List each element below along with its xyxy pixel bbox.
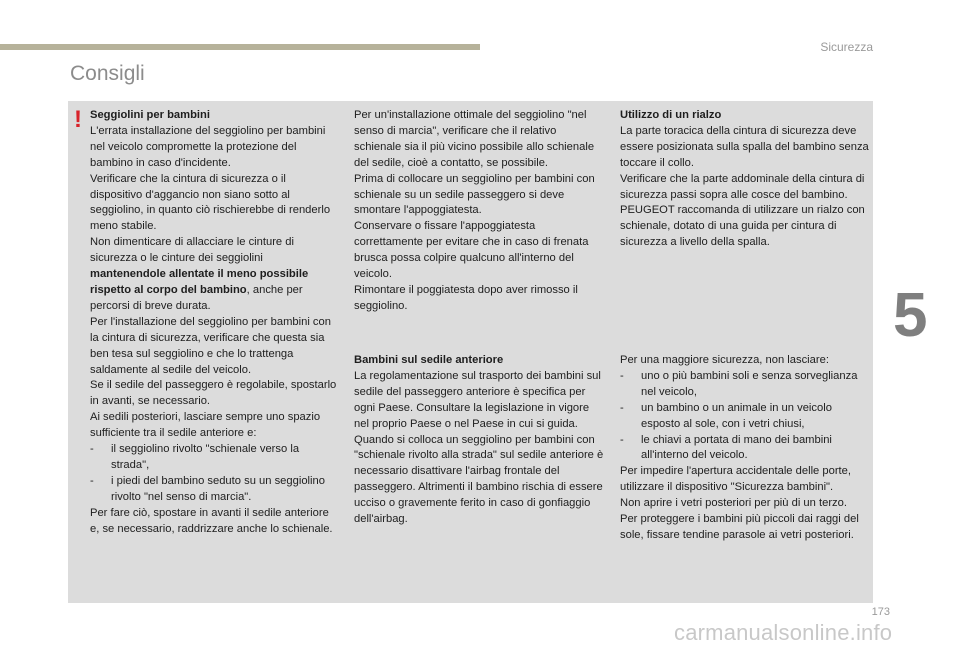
- section-label: Sicurezza: [820, 40, 873, 54]
- paragraph: Per l'installazione del seggiolino per bambini con la cintura di sicurezza, verificare che questa sia ben tesa sul seggiolino e che lo trattenga saldamente al sedile del veicolo.: [90, 315, 331, 376]
- chapter-number: 5: [893, 281, 928, 350]
- bullet-list: [90, 442, 340, 506]
- list-item: - il seggiolino rivolto "schienale verso la strada",: [90, 442, 340, 474]
- exclamation-icon: !: [74, 106, 82, 133]
- paragraph: L'errata installazione del seggiolino per bambini nel veicolo compromette la protezione del bambino in caso d'incidente.: [90, 124, 326, 169]
- paragraph: [90, 235, 340, 315]
- paragraph: PEUGEOT raccomanda di utilizzare un rialzo con schienale, dotato di una guida per cintura di sicurezza a livello della spalla.: [620, 204, 865, 249]
- front-seat-column: [354, 353, 604, 528]
- booster-heading: Utilizzo di un rialzo: [620, 109, 722, 121]
- paragraph: Conservare o fissare l'appoggiatesta correttamente per evitare che in caso di frenata brusca possa colpire qualcuno all'interno del veicolo.: [354, 220, 589, 281]
- paragraph: Per impedire l'apertura accidentale delle porte, utilizzare il dispositivo "Sicurezza bambini".: [620, 465, 851, 494]
- paragraph: Prima di collocare un seggiolino per bambini con schienale su un sedile passeggero si deve smontare l'appoggiatesta.: [354, 172, 595, 217]
- paragraph: Per un'installazione ottimale del seggiolino "nel senso di marcia", verificare che il relativo schienale sia il più vicino possibile allo schienale del sedile, cioè a contatto, se possibile.: [354, 109, 595, 169]
- paragraph: Se il sedile del passeggero è regolabile, spostarlo in avanti, se necessario.: [90, 379, 337, 408]
- paragraph: Ai sedili posteriori, lasciare sempre uno spazio sufficiente tra il sedile anteriore e:: [90, 411, 321, 440]
- list-item: - un bambino o un animale in un veicolo esposto al sole, con i vetri chiusi,: [620, 401, 870, 433]
- text-run: Non dimenticare di allacciare le cinture di sicurezza o le cinture dei seggiolini: [90, 236, 294, 265]
- paragraph: Verificare che la cintura di sicurezza o il dispositivo d'aggancio non siano sotto al seggiolino, in quanto ciò rischierebbe di renderlo meno stabile.: [90, 172, 331, 233]
- paragraph: Verificare che la parte addominale della cintura di sicurezza passi sopra alle cosce del bambino.: [620, 172, 865, 201]
- page-title: Consigli: [70, 62, 145, 85]
- bullet-list: [620, 369, 870, 464]
- child-seats-column: [90, 108, 340, 537]
- paragraph: La parte toracica della cintura di sicurezza deve essere posizionata sulla spalla del bambino senza toccare il collo.: [620, 124, 869, 169]
- extra-safety-column: [620, 353, 870, 544]
- list-item: - le chiavi a portata di mano dei bambini all'interno del veicolo.: [620, 433, 870, 465]
- paragraph: Quando si colloca un seggiolino per bambini con "schienale rivolto alla strada" sul sedile anteriore è necessario disattivare l'airbag frontale del passeggero. Altrimenti il bambino rischia di essere ucciso o gravemente ferito in caso di gonfiaggio dell'airbag.: [354, 433, 604, 526]
- paragraph: Non aprire i vetri posteriori per più di un terzo.: [620, 497, 847, 510]
- paragraph: Rimontare il poggiatesta dopo aver rimosso il seggiolino.: [354, 283, 578, 312]
- header-bar: [0, 44, 480, 50]
- paragraph: Per una maggiore sicurezza, non lasciare:: [620, 354, 829, 366]
- list-item: - uno o più bambini soli e senza sorveglianza nel veicolo,: [620, 369, 870, 401]
- page-number: 173: [871, 606, 890, 618]
- paragraph: Per proteggere i bambini più piccoli dai raggi del sole, fissare tendine parasole ai vetri posteriori.: [620, 513, 859, 541]
- headrest-column: [354, 108, 604, 315]
- paragraph: La regolamentazione sul trasporto dei bambini sul sedile del passeggero anteriore è specifica per ogni Paese. Consultare la legislazione in vigore nel proprio Paese o nel Paese in cui si guida.: [354, 369, 601, 430]
- emphasis-text: mantenendole allentate il meno possibile rispetto al corpo del bambino: [90, 268, 309, 296]
- front-seat-heading: Bambini sul sedile anteriore: [354, 354, 504, 366]
- watermark: carmanualsonline.info: [674, 620, 893, 645]
- list-item: - i piedi del bambino seduto su un seggiolino rivolto "nel senso di marcia".: [90, 474, 340, 506]
- text-run: , anche per percorsi di breve durata.: [90, 283, 303, 312]
- booster-column: [620, 108, 870, 251]
- child-seats-heading: Seggiolini per bambini: [90, 109, 210, 121]
- paragraph: Per fare ciò, spostare in avanti il sedile anteriore e, se necessario, raddrizzare anche lo schienale.: [90, 506, 333, 535]
